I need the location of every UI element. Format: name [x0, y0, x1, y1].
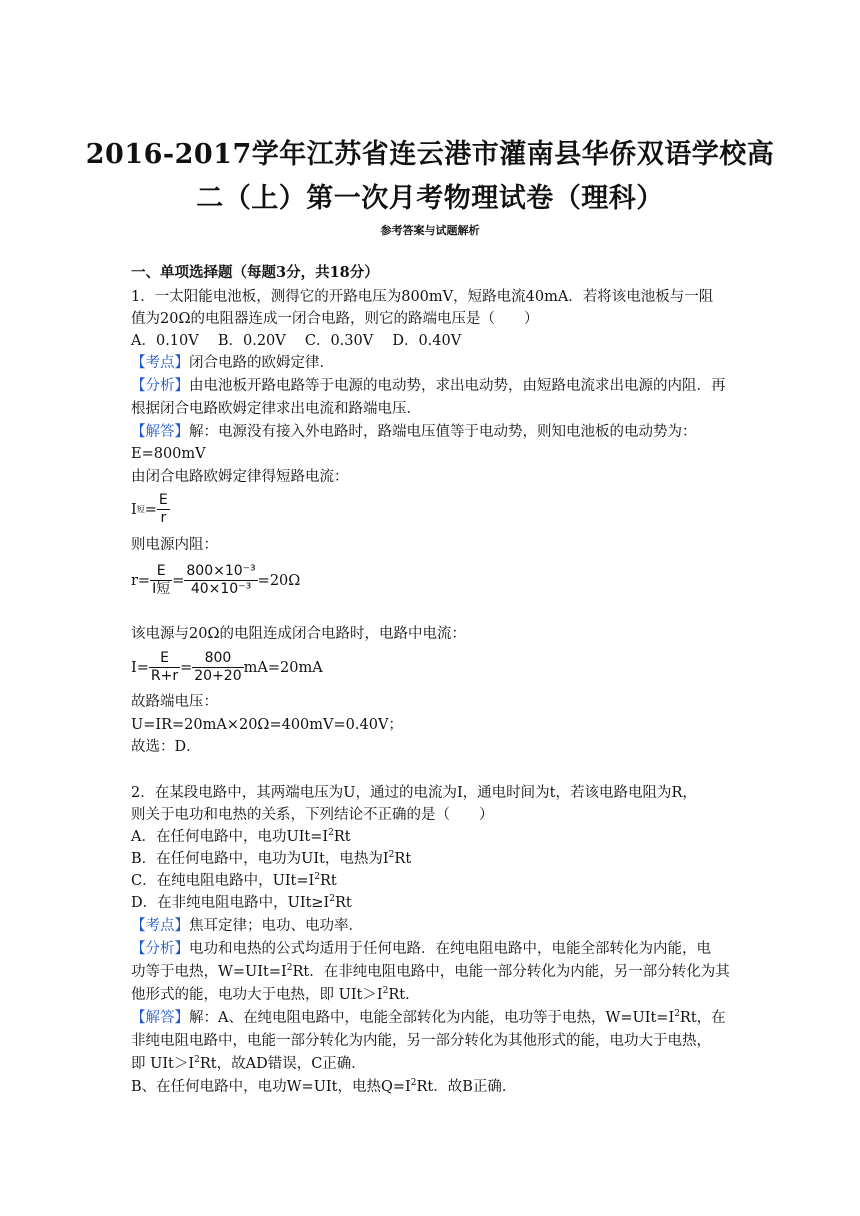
- superscript: 2: [410, 1078, 417, 1088]
- q2-option-a: [131, 827, 351, 847]
- formula-equals: =: [180, 659, 193, 676]
- fraction-denominator: R+r: [150, 668, 179, 684]
- formula-subscript: 短: [136, 505, 145, 514]
- option-text-tail: Rt: [335, 895, 352, 911]
- text-part: Rt．在非纯电阻电路中，电能一部分转化为内能，另一部分转化为其: [292, 964, 730, 980]
- formula-lhs: I=: [131, 659, 149, 676]
- q2-kaodian-text: 焦耳定律；电功、电功率．: [189, 918, 363, 934]
- option-text: A．在任何电路中，电功UIt=I: [131, 829, 329, 845]
- text-part: 他形式的能，电功大于电热，即 UIt＞I: [131, 987, 383, 1003]
- fraction-numerator: E: [160, 650, 169, 666]
- formula-result: =20Ω: [257, 572, 301, 589]
- q1-fenxi-line2: 根据闭合电路欧姆定律求出电流和路端电压．: [131, 401, 421, 417]
- superscript: 2: [329, 894, 336, 904]
- fraction-numerator: E: [158, 492, 168, 508]
- fraction: [192, 650, 243, 685]
- doc-subtitle: 参考答案与试题解析: [380, 224, 480, 237]
- superscript: 2: [194, 1055, 200, 1065]
- q1-short-circuit-line: 由闭合电路欧姆定律得短路电流：: [131, 469, 349, 485]
- superscript: 2: [382, 986, 389, 996]
- text-part: Rt，在: [679, 1010, 726, 1026]
- q2-jieda-line2: 非纯电阻电路中，电能一部分转化为内能，另一部分转化为其他形式的能，电功大于电热，: [131, 1033, 711, 1049]
- q2-option-b: [131, 849, 411, 869]
- superscript: 2: [388, 850, 395, 860]
- option-text-tail: Rt: [333, 829, 351, 845]
- q2-stem-line1: 2．在某段电路中，其两端电压为U，通过的电流为I，通电时间为t，若该电路电阻为R，: [131, 785, 697, 801]
- doc-title-line2: 二（上）第一次月考物理试卷（理科）: [196, 183, 664, 214]
- q1-jieda-text1: 解：电源没有接入外电路时，路端电压值等于电动势，则知电池板的电动势为：: [189, 424, 697, 440]
- text-part: 即 UIt＞I: [131, 1056, 195, 1072]
- text-part: B、在任何电路中，电功W=UIt，电热Q=I: [131, 1079, 411, 1095]
- q1-internal-resistance-line: 则电源内阻：: [131, 537, 218, 553]
- q1-current-line: 该电源与20Ω的电阻连成闭合电路时，电路中电流：: [131, 626, 466, 642]
- q2-fenxi-line3: [131, 985, 420, 1005]
- fraction-denominator: 20+20: [194, 668, 242, 684]
- formula-equals: =: [172, 572, 185, 589]
- q1-fenxi-line1: [131, 376, 726, 396]
- q2-option-c: [131, 871, 337, 891]
- q2-jieda-line3: [131, 1054, 366, 1074]
- text-part: 解：A、在纯电阻电路中，电能全部转化为内能，电功等于电热，W=UIt=I: [189, 1010, 675, 1026]
- q1-options: A．0.10V B．0.20V C．0.30V D．0.40V: [131, 333, 462, 349]
- fraction-numerator: 800: [204, 650, 232, 666]
- doc-title-line1: 2016-2017学年江苏省连云港市灌南县华侨双语学校高: [85, 139, 775, 170]
- q2-jieda-line4: [131, 1077, 516, 1097]
- fraction-denominator: r: [157, 509, 170, 527]
- option-text: C．在纯电阻电路中，UIt=I: [131, 873, 315, 889]
- q2-fenxi-line2: [131, 962, 730, 982]
- fraction: [150, 563, 172, 598]
- kaodian-tag: 【考点】: [131, 355, 189, 371]
- kaodian-tag: 【考点】: [131, 918, 189, 934]
- q1-stem-line1: 1．一太阳能电池板，测得它的开路电压为800mV，短路电流40mA．若将该电池板与一阻: [131, 289, 714, 305]
- fraction-denominator: I短: [152, 581, 171, 597]
- fraction: [184, 563, 257, 598]
- q1-stem-line2: 值为20Ω的电阻器连成一闭合电路，则它的路端电压是（ ）: [131, 311, 539, 327]
- formula-lhs: r=: [131, 572, 151, 589]
- q1-formula-current: [131, 650, 323, 685]
- text-part: Rt．故B正确．: [416, 1079, 517, 1095]
- text-part: Rt．: [388, 987, 420, 1003]
- superscript: 2: [674, 1009, 680, 1019]
- q2-kaodian: [131, 916, 363, 936]
- q1-formula-resistance: [131, 563, 300, 598]
- option-text-tail: Rt: [394, 851, 412, 867]
- fraction-denominator: 40×10⁻³: [184, 580, 257, 598]
- q1-emf-value: E=800mV: [131, 446, 206, 462]
- fenxi-tag: 【分析】: [131, 378, 189, 394]
- q1-answer: 故选：D．: [131, 739, 201, 755]
- superscript: 2: [286, 963, 293, 973]
- text-part: 功等于电热，W=UIt=I: [131, 964, 287, 980]
- q2-fenxi-line1: [131, 939, 711, 959]
- q1-kaodian: [131, 353, 334, 373]
- fraction: [149, 650, 180, 685]
- jieda-tag: 【解答】: [131, 1010, 189, 1026]
- q1-formula-short-current: [131, 492, 170, 527]
- section-heading: 一、单项选择题（每题3分，共18分）: [131, 264, 379, 281]
- fraction-numerator: 800×10⁻³: [186, 563, 256, 579]
- q1-jieda-line1: [131, 422, 697, 442]
- q1-kaodian-text: 闭合电路的欧姆定律．: [189, 355, 334, 371]
- q2-fenxi-text1: 电功和电热的公式均适用于任何电路．在纯电阻电路中，电能全部转化为内能，电: [189, 941, 711, 957]
- fraction-numerator: E: [156, 563, 166, 579]
- superscript: 2: [328, 828, 334, 838]
- q1-fenxi-text1: 由电池板开路电路等于电源的电动势，求出电动势，由短路电流求出电源的内阻．再: [189, 378, 726, 394]
- text-part: Rt，故AD错误，C正确．: [199, 1056, 366, 1072]
- option-text: D．在非纯电阻电路中，UIt≥I: [131, 895, 330, 911]
- fraction: [157, 492, 170, 527]
- formula-equals: =: [144, 501, 157, 518]
- fenxi-tag: 【分析】: [131, 941, 189, 957]
- superscript: 2: [314, 872, 320, 882]
- formula-result: mA=20mA: [243, 659, 323, 676]
- q1-voltage-value: U=IR=20mA×20Ω=400mV=0.40V；: [131, 717, 403, 733]
- option-text: B．在任何电路中，电功为UIt，电热为I: [131, 851, 389, 867]
- formula-lhs: I: [131, 501, 137, 518]
- q1-voltage-line: 故路端电压：: [131, 694, 218, 710]
- q2-stem-line2: 则关于电功和电热的关系，下列结论不正确的是（ ）: [131, 807, 494, 823]
- option-text-tail: Rt: [319, 873, 337, 889]
- q2-option-d: [131, 893, 352, 913]
- q2-jieda-line1: [131, 1008, 726, 1028]
- jieda-tag: 【解答】: [131, 424, 189, 440]
